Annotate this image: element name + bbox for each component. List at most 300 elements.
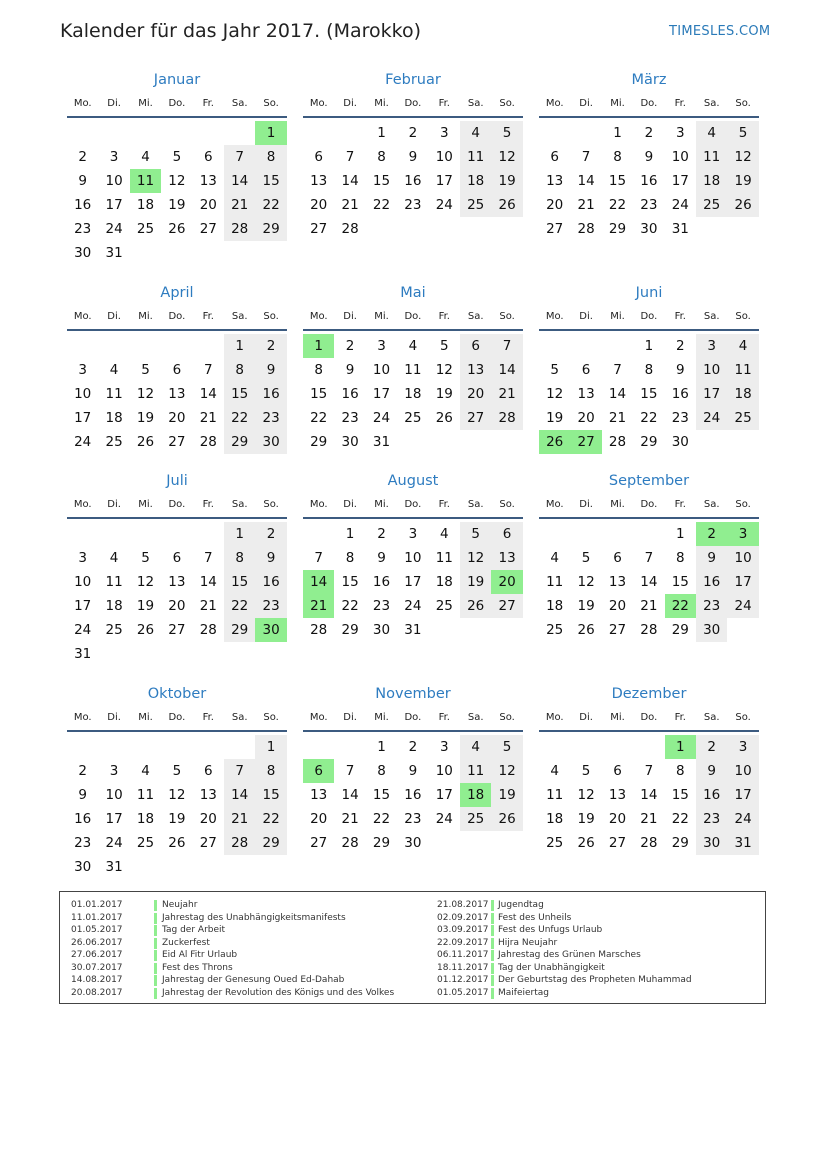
weekday-label: Mo. bbox=[309, 311, 328, 322]
holiday-date: 01.05.2017 bbox=[437, 987, 489, 998]
month-name: Dezember bbox=[611, 686, 687, 702]
weekday-label: Do. bbox=[640, 311, 658, 322]
day-cell: 28 bbox=[341, 221, 359, 237]
day-cell: 28 bbox=[608, 434, 627, 450]
weekday-label: Mo. bbox=[545, 499, 564, 510]
day-cell: 14 bbox=[491, 358, 522, 382]
day-cell: 6 bbox=[203, 149, 213, 165]
weekday-label: Sa. bbox=[231, 98, 248, 109]
day-cell: 13 bbox=[491, 546, 522, 570]
day-cell: 6 bbox=[613, 763, 622, 779]
month-name: August bbox=[387, 473, 439, 489]
day-cell: 30 bbox=[671, 434, 689, 450]
weekday-label: Mi. bbox=[610, 712, 625, 723]
day-cell: 22 bbox=[224, 594, 255, 618]
weekday-label: Mi. bbox=[374, 499, 389, 510]
day-cell: 17 bbox=[435, 173, 453, 189]
day-cell: 5 bbox=[172, 763, 182, 779]
holiday-date: 18.11.2017 bbox=[437, 962, 489, 973]
day-cell: 2 bbox=[675, 338, 685, 354]
weekday-label: Di. bbox=[579, 499, 593, 510]
weekday-label: Sa. bbox=[231, 499, 248, 510]
day-cell: 1 bbox=[675, 526, 685, 542]
day-cell: 26 bbox=[577, 835, 595, 851]
day-cell: 7 bbox=[203, 362, 213, 378]
day-cell: 23 bbox=[372, 598, 391, 614]
day-cell: 24 bbox=[74, 434, 92, 450]
weekday-label: So. bbox=[735, 712, 751, 723]
day-cell: 10 bbox=[727, 546, 758, 570]
day-cell: 8 bbox=[377, 149, 386, 165]
day-cell: 20 bbox=[199, 811, 217, 827]
day-cell: 2 bbox=[377, 526, 386, 542]
day-cell: 29 bbox=[671, 835, 689, 851]
day-cell-holiday: 22 bbox=[665, 594, 696, 618]
day-cell-holiday: 6 bbox=[303, 759, 334, 783]
day-cell: 9 bbox=[255, 358, 286, 382]
day-cell: 22 bbox=[608, 197, 627, 213]
day-cell: 24 bbox=[435, 197, 453, 213]
day-cell: 3 bbox=[377, 338, 386, 354]
weekday-label: Do. bbox=[168, 499, 186, 510]
day-cell: 25 bbox=[546, 835, 564, 851]
day-cell-holiday: 1 bbox=[255, 121, 286, 145]
day-cell-holiday: 30 bbox=[255, 618, 286, 642]
day-cell: 17 bbox=[105, 811, 123, 827]
holiday-date: 06.11.2017 bbox=[437, 950, 489, 960]
header-rule bbox=[67, 517, 287, 519]
day-cell: 30 bbox=[74, 245, 92, 261]
weekday-label: Fr. bbox=[202, 98, 214, 109]
day-cell: 4 bbox=[460, 121, 491, 145]
weekday-label: Fr. bbox=[674, 712, 686, 723]
header-rule bbox=[67, 116, 287, 118]
weekday-header bbox=[303, 98, 523, 112]
holiday-date: 27.06.2017 bbox=[71, 950, 123, 960]
weekday-header bbox=[539, 311, 759, 325]
day-cell: 23 bbox=[74, 221, 92, 237]
day-cell: 23 bbox=[696, 594, 727, 618]
day-cell: 13 bbox=[460, 358, 491, 382]
day-cell: 11 bbox=[696, 145, 727, 169]
holiday-date: 01.01.2017 bbox=[71, 900, 123, 910]
day-cell: 19 bbox=[168, 811, 186, 827]
day-cell: 29 bbox=[640, 434, 658, 450]
day-cell: 20 bbox=[199, 197, 217, 213]
day-cell: 3 bbox=[727, 735, 758, 759]
month-name: Februar bbox=[385, 72, 441, 88]
site-link[interactable]: TIMESLES.COM bbox=[669, 24, 771, 39]
day-cell: 20 bbox=[608, 598, 627, 614]
month-name: Mai bbox=[400, 285, 426, 301]
day-cell: 10 bbox=[404, 550, 422, 566]
day-cell: 10 bbox=[105, 173, 123, 189]
day-cell: 24 bbox=[372, 410, 391, 426]
header-rule bbox=[303, 116, 523, 118]
day-cell: 18 bbox=[460, 169, 491, 193]
holiday-date: 11.01.2017 bbox=[71, 912, 123, 923]
day-cell: 19 bbox=[577, 598, 595, 614]
day-cell: 21 bbox=[608, 410, 627, 426]
day-cell: 18 bbox=[546, 598, 564, 614]
weekday-label: Sa. bbox=[467, 98, 484, 109]
day-cell: 29 bbox=[224, 618, 255, 642]
holiday-name: Maifeiertag bbox=[498, 987, 549, 998]
day-cell: 3 bbox=[675, 125, 685, 141]
day-cell: 19 bbox=[168, 197, 186, 213]
weekday-label: So. bbox=[499, 499, 515, 510]
holiday-date: 14.08.2017 bbox=[71, 975, 123, 985]
day-cell: 30 bbox=[696, 618, 727, 642]
day-cell: 12 bbox=[491, 759, 522, 783]
day-cell: 14 bbox=[608, 386, 627, 402]
day-cell: 6 bbox=[172, 550, 182, 566]
weekday-label: So. bbox=[499, 311, 515, 322]
day-cell-holiday: 14 bbox=[303, 570, 334, 594]
day-cell: 9 bbox=[345, 362, 355, 378]
day-cell: 31 bbox=[372, 434, 391, 450]
day-cell: 5 bbox=[727, 121, 758, 145]
day-cell: 8 bbox=[345, 550, 355, 566]
day-cell: 5 bbox=[581, 550, 591, 566]
day-cell: 17 bbox=[727, 783, 758, 807]
day-cell: 22 bbox=[640, 410, 658, 426]
day-cell: 14 bbox=[199, 386, 217, 402]
day-cell: 15 bbox=[310, 386, 328, 402]
day-cell: 27 bbox=[168, 622, 186, 638]
holiday-name: Eid Al Fitr Urlaub bbox=[162, 950, 238, 960]
day-cell: 23 bbox=[640, 197, 658, 213]
day-cell: 15 bbox=[608, 173, 627, 189]
day-cell: 28 bbox=[199, 622, 217, 638]
day-cell: 1 bbox=[224, 522, 255, 546]
day-cell: 22 bbox=[372, 197, 391, 213]
day-cell: 31 bbox=[74, 646, 92, 662]
day-cell: 25 bbox=[727, 406, 758, 430]
weekday-label: Fr. bbox=[438, 712, 450, 723]
day-cell: 7 bbox=[345, 763, 355, 779]
weekday-label: So. bbox=[263, 98, 279, 109]
day-cell: 11 bbox=[727, 358, 758, 382]
holiday-date: 22.09.2017 bbox=[437, 937, 489, 948]
day-cell: 27 bbox=[460, 406, 491, 430]
weekday-label: Do. bbox=[404, 98, 422, 109]
day-cell: 22 bbox=[255, 193, 286, 217]
day-cell-holiday: 3 bbox=[727, 522, 758, 546]
holiday-marker bbox=[491, 950, 494, 961]
holiday-marker bbox=[154, 938, 157, 949]
day-cell: 4 bbox=[141, 149, 150, 165]
day-cell: 12 bbox=[168, 173, 186, 189]
weekday-header bbox=[303, 499, 523, 513]
day-cell: 25 bbox=[136, 835, 155, 851]
day-cell: 7 bbox=[203, 550, 213, 566]
day-cell: 8 bbox=[255, 759, 286, 783]
day-cell: 4 bbox=[550, 763, 559, 779]
day-cell: 22 bbox=[372, 811, 391, 827]
weekday-label: Do. bbox=[640, 712, 658, 723]
day-cell: 13 bbox=[310, 787, 328, 803]
day-cell: 9 bbox=[675, 362, 685, 378]
day-cell: 11 bbox=[404, 362, 422, 378]
day-cell: 16 bbox=[696, 783, 727, 807]
day-cell: 21 bbox=[640, 811, 658, 827]
day-cell: 19 bbox=[136, 410, 155, 426]
day-cell: 10 bbox=[671, 149, 689, 165]
weekday-label: So. bbox=[263, 311, 279, 322]
weekday-label: Di. bbox=[343, 311, 357, 322]
day-cell: 7 bbox=[224, 145, 255, 169]
holiday-name: Neujahr bbox=[162, 900, 198, 910]
day-cell: 11 bbox=[435, 550, 453, 566]
holiday-name: Tag der Unabhängigkeit bbox=[498, 962, 605, 973]
weekday-label: Mo. bbox=[73, 712, 92, 723]
header-rule bbox=[539, 517, 759, 519]
holiday-date: 03.09.2017 bbox=[437, 925, 489, 935]
day-cell: 13 bbox=[199, 173, 217, 189]
weekday-label: Sa. bbox=[703, 499, 720, 510]
weekday-label: Fr. bbox=[674, 98, 686, 109]
day-cell: 11 bbox=[460, 145, 491, 169]
day-cell: 4 bbox=[408, 338, 418, 354]
day-cell: 28 bbox=[640, 622, 658, 638]
weekday-label: Mi. bbox=[610, 499, 625, 510]
day-cell: 9 bbox=[644, 149, 654, 165]
day-cell: 6 bbox=[491, 522, 522, 546]
day-cell: 17 bbox=[372, 386, 391, 402]
day-cell: 26 bbox=[435, 410, 453, 426]
day-cell: 30 bbox=[372, 622, 391, 638]
weekday-label: Sa. bbox=[703, 98, 720, 109]
day-cell: 14 bbox=[199, 574, 217, 590]
weekday-header bbox=[67, 98, 287, 112]
day-cell: 8 bbox=[255, 145, 286, 169]
weekday-label: Di. bbox=[579, 311, 593, 322]
weekday-label: Sa. bbox=[467, 311, 484, 322]
weekday-label: Fr. bbox=[202, 311, 214, 322]
day-cell: 26 bbox=[491, 193, 522, 217]
day-cell: 6 bbox=[581, 362, 591, 378]
weekday-label: Di. bbox=[343, 98, 357, 109]
day-cell: 21 bbox=[577, 197, 595, 213]
day-cell: 4 bbox=[696, 121, 727, 145]
day-cell: 11 bbox=[546, 574, 564, 590]
day-cell: 2 bbox=[696, 735, 727, 759]
day-cell: 7 bbox=[491, 334, 522, 358]
weekday-label: Fr. bbox=[438, 311, 450, 322]
day-cell: 24 bbox=[105, 835, 123, 851]
day-cell: 8 bbox=[644, 362, 654, 378]
day-cell: 16 bbox=[255, 382, 286, 406]
day-cell: 5 bbox=[491, 121, 522, 145]
holiday-marker bbox=[154, 950, 157, 961]
day-cell: 3 bbox=[109, 149, 119, 165]
weekday-header bbox=[303, 712, 523, 726]
weekday-header bbox=[539, 98, 759, 112]
day-cell: 5 bbox=[439, 338, 449, 354]
month-name: November bbox=[375, 686, 451, 702]
weekday-label: Mo. bbox=[309, 98, 328, 109]
weekday-label: Sa. bbox=[703, 311, 720, 322]
holiday-date: 30.07.2017 bbox=[71, 962, 123, 973]
days-grid bbox=[303, 121, 523, 265]
day-cell: 10 bbox=[727, 759, 758, 783]
day-cell: 16 bbox=[341, 386, 359, 402]
day-cell-holiday: 11 bbox=[130, 169, 161, 193]
day-cell: 20 bbox=[310, 197, 328, 213]
day-cell: 2 bbox=[255, 522, 286, 546]
day-cell: 2 bbox=[255, 334, 286, 358]
day-cell: 21 bbox=[199, 410, 217, 426]
holiday-name: Zuckerfest bbox=[162, 937, 210, 948]
weekday-label: Do. bbox=[404, 311, 422, 322]
day-cell: 10 bbox=[696, 358, 727, 382]
holiday-marker bbox=[491, 900, 494, 911]
holiday-name: Fest des Throns bbox=[162, 962, 233, 973]
day-cell: 21 bbox=[224, 193, 255, 217]
day-cell: 5 bbox=[550, 362, 559, 378]
weekday-label: So. bbox=[735, 98, 751, 109]
day-cell: 12 bbox=[491, 145, 522, 169]
day-cell: 2 bbox=[345, 338, 355, 354]
header-rule bbox=[303, 517, 523, 519]
day-cell: 6 bbox=[203, 763, 213, 779]
days-grid bbox=[67, 735, 287, 879]
day-cell: 21 bbox=[341, 811, 359, 827]
day-cell: 25 bbox=[136, 221, 155, 237]
weekday-label: Fr. bbox=[438, 98, 450, 109]
day-cell: 16 bbox=[640, 173, 658, 189]
day-cell: 4 bbox=[550, 550, 559, 566]
day-cell: 22 bbox=[341, 598, 359, 614]
day-cell: 25 bbox=[105, 434, 123, 450]
weekday-header bbox=[67, 311, 287, 325]
day-cell: 8 bbox=[377, 763, 386, 779]
day-cell: 19 bbox=[491, 783, 522, 807]
weekday-label: Do. bbox=[168, 311, 186, 322]
day-cell: 12 bbox=[546, 386, 564, 402]
holiday-name: Jahrestag des Unabhängigkeitsmanifests bbox=[162, 912, 346, 923]
day-cell-holiday: 26 bbox=[539, 430, 570, 454]
day-cell: 8 bbox=[224, 358, 255, 382]
day-cell: 20 bbox=[577, 410, 595, 426]
day-cell: 22 bbox=[255, 807, 286, 831]
day-cell: 3 bbox=[439, 125, 449, 141]
holiday-marker bbox=[491, 925, 494, 936]
holiday-name: Hijra Neujahr bbox=[498, 937, 558, 948]
day-cell: 26 bbox=[136, 434, 155, 450]
weekday-label: Sa. bbox=[231, 311, 248, 322]
month-name: September bbox=[608, 473, 690, 489]
day-cell: 3 bbox=[696, 334, 727, 358]
day-cell: 15 bbox=[341, 574, 359, 590]
day-cell: 7 bbox=[644, 763, 654, 779]
day-cell: 23 bbox=[341, 410, 359, 426]
day-cell: 24 bbox=[671, 197, 689, 213]
weekday-label: Fr. bbox=[674, 311, 686, 322]
day-cell: 3 bbox=[439, 739, 449, 755]
day-cell: 19 bbox=[727, 169, 758, 193]
day-cell: 5 bbox=[581, 763, 591, 779]
day-cell: 13 bbox=[168, 574, 186, 590]
day-cell-holiday: 20 bbox=[491, 570, 522, 594]
day-cell: 24 bbox=[696, 406, 727, 430]
holiday-name: Jugendtag bbox=[498, 900, 544, 910]
day-cell: 17 bbox=[435, 787, 453, 803]
day-cell: 27 bbox=[491, 594, 522, 618]
day-cell: 7 bbox=[345, 149, 355, 165]
day-cell: 31 bbox=[105, 859, 123, 875]
day-cell: 21 bbox=[640, 598, 658, 614]
day-cell: 18 bbox=[696, 169, 727, 193]
day-cell: 31 bbox=[671, 221, 689, 237]
day-cell: 12 bbox=[577, 787, 595, 803]
weekday-label: Mi. bbox=[374, 98, 389, 109]
holiday-marker bbox=[491, 975, 494, 986]
day-cell: 26 bbox=[491, 807, 522, 831]
weekday-label: Mi. bbox=[138, 712, 153, 723]
day-cell: 6 bbox=[460, 334, 491, 358]
day-cell: 2 bbox=[78, 149, 87, 165]
day-cell: 18 bbox=[105, 410, 123, 426]
day-cell: 17 bbox=[671, 173, 689, 189]
day-cell: 30 bbox=[74, 859, 92, 875]
day-cell: 5 bbox=[491, 735, 522, 759]
day-cell: 26 bbox=[577, 622, 595, 638]
days-grid bbox=[539, 121, 759, 265]
day-cell: 7 bbox=[224, 759, 255, 783]
day-cell: 28 bbox=[224, 217, 255, 241]
holiday-marker bbox=[154, 913, 157, 924]
day-cell: 30 bbox=[255, 430, 286, 454]
month-name: Oktober bbox=[147, 686, 207, 702]
day-cell: 13 bbox=[546, 173, 564, 189]
day-cell: 12 bbox=[168, 787, 186, 803]
day-cell: 20 bbox=[460, 382, 491, 406]
day-cell: 6 bbox=[550, 149, 559, 165]
days-grid bbox=[303, 735, 523, 879]
weekday-label: Mi. bbox=[374, 712, 389, 723]
days-grid bbox=[539, 522, 759, 666]
day-cell: 11 bbox=[136, 787, 155, 803]
day-cell: 3 bbox=[408, 526, 418, 542]
day-cell: 20 bbox=[546, 197, 564, 213]
weekday-label: Di. bbox=[107, 712, 121, 723]
day-cell: 8 bbox=[224, 546, 255, 570]
day-cell: 11 bbox=[105, 386, 123, 402]
weekday-label: Di. bbox=[343, 499, 357, 510]
day-cell: 26 bbox=[168, 835, 186, 851]
day-cell: 2 bbox=[408, 739, 418, 755]
day-cell-holiday: 27 bbox=[570, 430, 601, 454]
day-cell: 19 bbox=[136, 598, 155, 614]
day-cell: 15 bbox=[224, 570, 255, 594]
day-cell: 19 bbox=[546, 410, 564, 426]
day-cell: 15 bbox=[372, 173, 391, 189]
days-grid bbox=[303, 334, 523, 478]
day-cell-holiday: 2 bbox=[696, 522, 727, 546]
header-rule bbox=[303, 329, 523, 331]
day-cell: 27 bbox=[168, 434, 186, 450]
day-cell: 15 bbox=[372, 787, 391, 803]
day-cell: 9 bbox=[408, 763, 418, 779]
day-cell: 20 bbox=[608, 811, 627, 827]
day-cell: 28 bbox=[224, 831, 255, 855]
day-cell: 22 bbox=[224, 406, 255, 430]
weekday-label: Di. bbox=[107, 311, 121, 322]
day-cell: 16 bbox=[671, 386, 689, 402]
weekday-label: Di. bbox=[107, 98, 121, 109]
